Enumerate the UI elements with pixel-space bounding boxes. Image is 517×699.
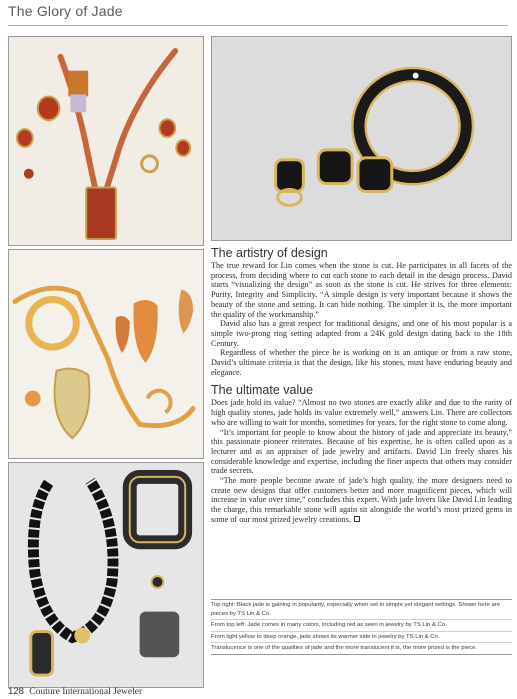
caption: Translucence is one of the qualities of jade and the more translucent it is, the more prized is the piece.: [211, 643, 512, 655]
page-number: 128: [8, 686, 24, 697]
publication-name: Couture International Jeweler: [29, 687, 143, 697]
page-header: [8, 3, 508, 25]
paragraph: David also has a great respect for traditional designs, and one of his most popular is a simple two-prong ring setting adapted from a 24K gold design dating back to the 18th Century.: [211, 319, 512, 348]
red-jade-jewelry-photo: [8, 36, 204, 246]
header-rule: [8, 25, 508, 26]
page-title: The Glory of Jade: [8, 3, 123, 19]
photo-captions: [211, 599, 512, 655]
paragraph: Does jade hold its value? “Almost no two stones are exactly alike and due to the rarity of high quality stones, jade holds its value extremely well,” answers Lin. There are collectors who are willing to wait for months, sometimes for years, for the right stone to come along.: [211, 398, 512, 427]
caption: From top left: Jade comes in many colors, including red as seen in jewelry by TS Lin & Co.: [211, 620, 512, 632]
caption: Top right: Black jade is gaining in popularity, especially when set in simple yet elegant settings. Shown here are pieces by TS Lin & Co.: [211, 600, 512, 620]
article-body: [211, 246, 512, 525]
end-mark-icon: [354, 516, 360, 522]
translucent-jade-jewelry-photo: [8, 462, 204, 688]
caption: From light yellow to deep orange, jade shows its warmer side in jewelry by TS Lin & Co.: [211, 632, 512, 644]
section-heading-artistry: The artistry of design: [211, 246, 328, 260]
black-jade-jewelry-photo: [211, 36, 512, 241]
yellow-orange-jade-jewelry-photo: [8, 249, 204, 459]
paragraph-text: “The more people become aware of jade’s high quality, the more designers need to create new designs that offer customers better and more magnificent pieces, which will increase in value over time,” concludes this expert. With jade lovers like David Lin leading the charge, this remarkable stone will again sit alongside the world’s most prized gems in some of our most prized jewelry creations.: [211, 476, 512, 524]
section-heading-value: The ultimate value: [211, 383, 314, 398]
page-footer: [8, 686, 142, 697]
paragraph: The true reward for Lin comes when the stone is cut. He participates in all facets of the process, from deciding where to cut each stone to each detail in the design process. David starts “visualizing the design” as soon as the stone is cut. He strives for three elements: Purity, Integrity and Simplicity. “A simple design is very important because it shows the beauty of the stone and setting. It can hide nothing. The simpler it is, the more important the quality of the workmanship.”: [211, 261, 512, 319]
paragraph: Regardless of whether the piece he is working on is an antique or from a raw stone, David’s ultimate criteria is that the design, like his stones, must have enduring beauty and elegance.: [211, 348, 512, 377]
paragraph-last: [211, 476, 512, 525]
paragraph: “It’s important for people to know about the history of jade and appreciate its beauty,” this passionate pioneer reiterates. Because of his expertise, he is often called upon as a lecturer and as an appraiser of jade jewelry and artifacts. David Lin freely shares his considerable knowledge and expertise, including the finer aspects that others may consider trade secrets.: [211, 427, 512, 476]
